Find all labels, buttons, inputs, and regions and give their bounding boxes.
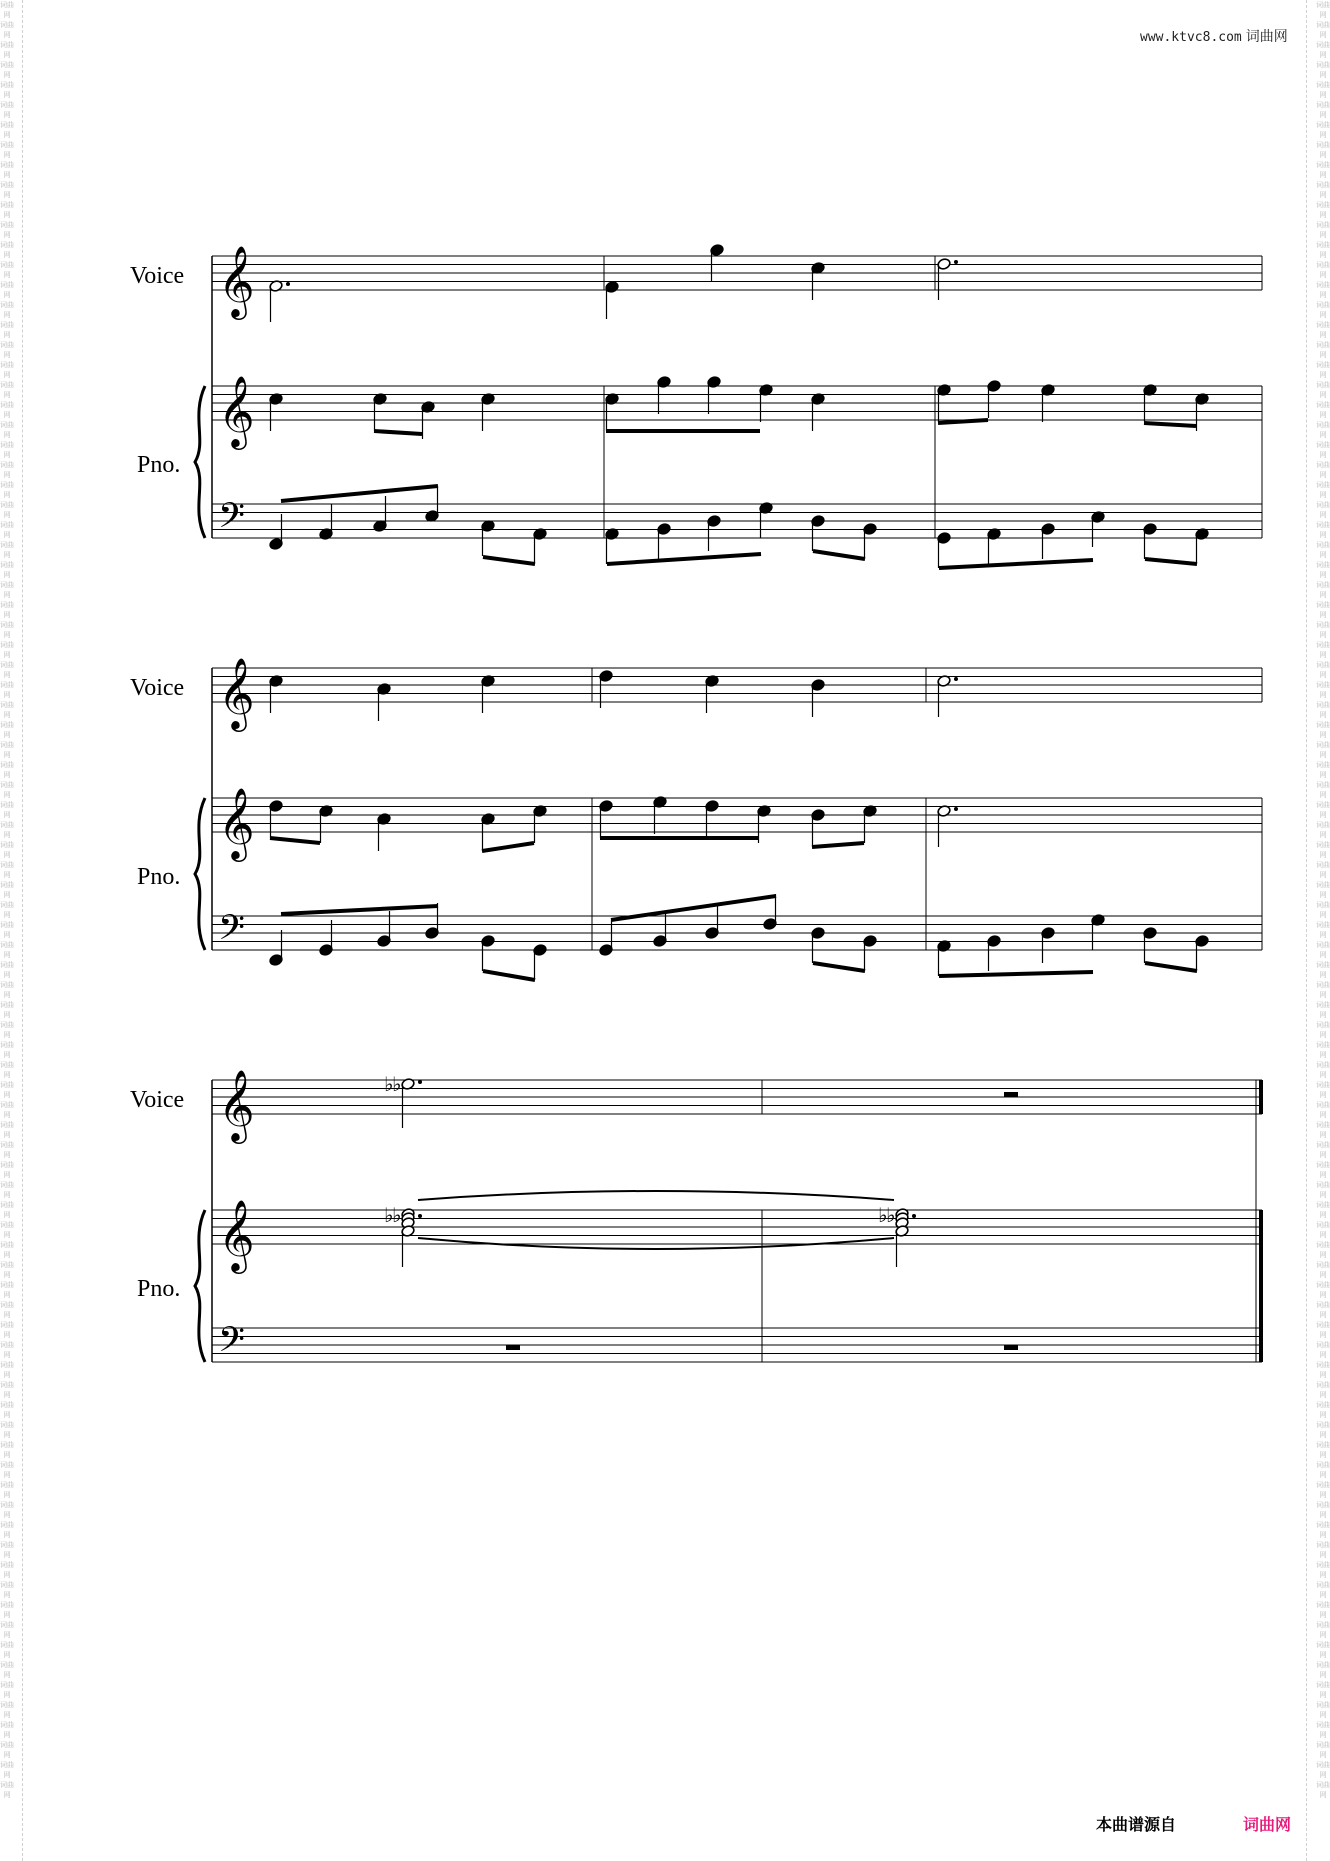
footer-brand-link[interactable]: 词曲网 — [1243, 1815, 1292, 1834]
beam — [812, 843, 864, 847]
note-dot — [954, 807, 958, 811]
bass-clef: 𝄢 — [218, 1319, 246, 1368]
beam — [270, 838, 320, 843]
piano-label-system-1: Pno. — [137, 452, 181, 478]
piano-label-system-2: Pno. — [137, 864, 181, 890]
beam — [483, 557, 535, 564]
note-dot — [912, 1214, 916, 1218]
voice-label-system-1: Voice — [130, 263, 185, 289]
beam — [813, 551, 865, 559]
voice-label-system-3: Voice — [130, 1087, 185, 1113]
beam — [813, 963, 865, 971]
beam — [939, 560, 1093, 568]
beam — [1144, 423, 1196, 426]
final-barline-thick — [1259, 1210, 1263, 1362]
right-watermark-strip: 词曲网 词曲网 词曲网 词曲网 词曲网 词曲网 词曲网 词曲网 词曲网 词曲网 词曲网 词曲网 词曲网 词曲网 词曲网 词曲网 词曲网 词曲网 词曲网 词曲网 词曲网 词曲网 词曲网 词曲网 词曲网 词曲网 词曲网 词曲网 词曲网 词曲网 词曲网 词曲网 词曲网 词曲网 词曲网 词曲网 词曲网 词曲网 词曲网 词曲网 词曲网 词曲网 词曲网 词曲网 词曲网 词曲网 词曲网 词曲网 词曲网 词曲网 词曲网 词曲网 词曲网 词曲网 词曲网 词曲网 词曲网 词曲网 词曲网 词曲网 词曲网 词曲网 词曲网 词曲网 词曲网 词曲网 词曲网 词曲网 词曲网 词曲网 词曲网 词曲网 词曲网 词曲网 词曲网 词曲网 词曲网 词曲网 词曲网 词曲网 词曲网 词曲网 词曲网 词曲网 词曲网 词曲网 词曲网 词曲网 词曲网 词曲网 — [1316, 1, 1330, 1799]
flat-sign: ♭ — [384, 1203, 394, 1227]
treble-clef: 𝄞 — [218, 244, 255, 317]
bass-clef: 𝄢 — [218, 907, 246, 956]
beam — [483, 971, 535, 980]
beam — [281, 906, 438, 914]
clefs — [195, 244, 255, 1368]
piano-brace — [195, 798, 205, 950]
beam — [1145, 559, 1197, 564]
piano-label-system-3: Pno. — [137, 1276, 181, 1302]
flat-sign: ♭ — [392, 1203, 402, 1227]
footer-source-text: 本曲谱源自 — [1096, 1815, 1177, 1834]
voice-label-system-2: Voice — [130, 675, 185, 701]
bass-clef: 𝄢 — [218, 495, 246, 544]
note-dot — [286, 282, 290, 286]
treble-clef: 𝄞 — [218, 374, 255, 447]
note-dot — [418, 1080, 422, 1084]
note-dot — [954, 677, 958, 681]
site-name-text: 词曲网 — [1245, 29, 1288, 45]
treble-clef: 𝄞 — [218, 786, 255, 859]
treble-clef: 𝄞 — [218, 1198, 255, 1271]
piano-brace — [195, 386, 205, 538]
whole-rest — [506, 1345, 520, 1350]
beam — [482, 843, 534, 851]
note-dot — [418, 1214, 422, 1218]
flat-sign: ♭ — [878, 1203, 888, 1227]
piano-brace — [195, 1210, 205, 1362]
barlines — [212, 256, 1263, 1362]
site-url-text: www.ktvc8.com — [1140, 30, 1242, 45]
beam — [281, 486, 438, 501]
beam — [1145, 963, 1197, 971]
tie-top — [418, 1191, 894, 1200]
beam — [374, 431, 422, 434]
whole-rest — [1004, 1345, 1018, 1350]
staff-lines — [212, 256, 1262, 1362]
left-watermark-strip: 词曲网 词曲网 词曲网 词曲网 词曲网 词曲网 词曲网 词曲网 词曲网 词曲网 词曲网 词曲网 词曲网 词曲网 词曲网 词曲网 词曲网 词曲网 词曲网 词曲网 词曲网 词曲网 词曲网 词曲网 词曲网 词曲网 词曲网 词曲网 词曲网 词曲网 词曲网 词曲网 词曲网 词曲网 词曲网 词曲网 词曲网 词曲网 词曲网 词曲网 词曲网 词曲网 词曲网 词曲网 词曲网 词曲网 词曲网 词曲网 词曲网 词曲网 词曲网 词曲网 词曲网 词曲网 词曲网 词曲网 词曲网 词曲网 词曲网 词曲网 词曲网 词曲网 词曲网 词曲网 词曲网 词曲网 词曲网 词曲网 词曲网 词曲网 词曲网 词曲网 词曲网 词曲网 词曲网 词曲网 词曲网 词曲网 词曲网 词曲网 词曲网 词曲网 词曲网 词曲网 词曲网 词曲网 词曲网 词曲网 词曲网 词曲网 — [0, 1, 14, 1799]
treble-clef: 𝄞 — [218, 1068, 255, 1141]
beam — [607, 554, 761, 564]
flat-sign: ♭ — [384, 1072, 394, 1096]
beam — [939, 972, 1093, 976]
instrument-labels — [130, 263, 184, 1302]
whole-rest — [1004, 1092, 1018, 1097]
final-barline-thick — [1259, 1080, 1263, 1114]
flat-sign: ♭ — [886, 1203, 896, 1227]
treble-clef: 𝄞 — [218, 656, 255, 729]
note-dot — [954, 260, 958, 264]
flat-sign: ♭ — [392, 1072, 402, 1096]
notes — [269, 244, 1209, 1350]
